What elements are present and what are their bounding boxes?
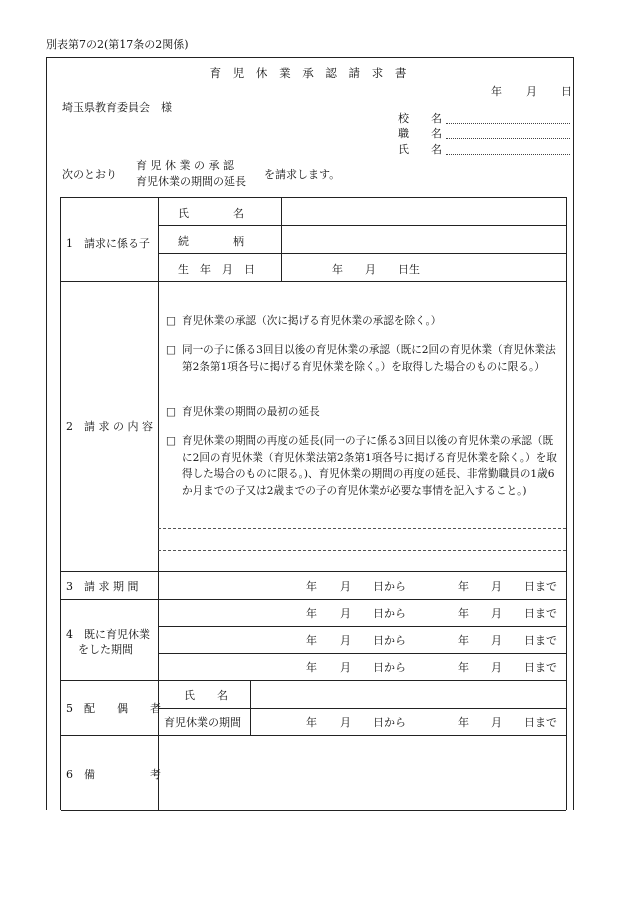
school-name-line[interactable] bbox=[446, 123, 570, 124]
date-day: 日 bbox=[561, 85, 572, 98]
content-item-2[interactable]: □ 同一の子に係る3回目以後の育児休業の承認（既に2回の育児休業（育児休業法第2条第1項各号に掲げる育児休業を除く。）を取得した場合のものに限る。） bbox=[166, 344, 556, 373]
intro-prefix: 次のとおり bbox=[62, 168, 117, 181]
content-section-label: 2 請 求 の 内 容 bbox=[66, 420, 153, 433]
label-column-divider bbox=[158, 198, 159, 811]
checkbox-icon[interactable]: □ bbox=[166, 435, 177, 447]
spouse-section-label: 5 配 偶 者 bbox=[66, 702, 161, 715]
applicant-name-line[interactable] bbox=[446, 154, 570, 155]
child-section-label: 1 請求に係る子 bbox=[66, 237, 150, 250]
intro-option-extension: 育児休業の期間の延長 bbox=[136, 175, 246, 188]
spouse-name-label: 氏 名 bbox=[184, 689, 228, 702]
checkbox-icon[interactable]: □ bbox=[166, 315, 177, 327]
date-month: 月 bbox=[526, 85, 537, 98]
intro-suffix: を請求します。 bbox=[264, 168, 341, 181]
spouse-period-label: 育児休業の期間 bbox=[164, 716, 241, 729]
child-name-label: 氏 名 bbox=[178, 207, 244, 220]
child-birth-value: 年 月 日生 bbox=[332, 263, 420, 276]
child-inner-divider bbox=[281, 198, 282, 281]
school-name-label: 校 名 bbox=[398, 112, 442, 125]
request-period-label: 3 請 求 期 間 bbox=[66, 580, 139, 593]
remarks-label: 6 備 考 bbox=[66, 768, 161, 781]
previous-leave-label-line2: をした期間 bbox=[78, 643, 133, 656]
date-year: 年 bbox=[491, 85, 502, 98]
content-item-1[interactable]: □ 育児休業の承認（次に掲げる育児休業の承認を除く。） bbox=[166, 313, 562, 330]
form-reference: 別表第7の2(第17条の2関係) bbox=[46, 38, 189, 51]
child-relation-label: 続 柄 bbox=[178, 235, 244, 248]
applicant-name-label: 氏 名 bbox=[398, 143, 442, 156]
intro-option-approval: 育 児 休 業 の 承 認 bbox=[136, 159, 234, 172]
checkbox-icon[interactable]: □ bbox=[166, 406, 177, 418]
child-birth-label: 生 年 月 日 bbox=[178, 263, 255, 276]
content-item-3[interactable]: □ 育児休業の期間の最初の延長 bbox=[166, 404, 562, 421]
previous-leave-label-line1: 4 既に育児休業 bbox=[66, 628, 150, 641]
addressee: 埼玉県教育委員会 様 bbox=[62, 101, 172, 114]
position-label: 職 名 bbox=[398, 127, 442, 140]
content-item-4[interactable]: □ 育児休業の期間の再度の延長(同一の子に係る3回目以後の育児休業の承認（既に2回の育児休業（育児休業法第2条第1項各号に掲げる育児休業を除く。）を取得した場合のものに限る。)、育児休業の期間の再度の延長、非常勤職員の1歳6か月までの子又は2歳までの子の育児休業が必要な事情を記入すること。) bbox=[166, 435, 557, 497]
checkbox-icon[interactable]: □ bbox=[166, 344, 177, 356]
form-title: 育 児 休 業 承 認 請 求 書 bbox=[209, 66, 411, 80]
position-line[interactable] bbox=[446, 138, 570, 139]
